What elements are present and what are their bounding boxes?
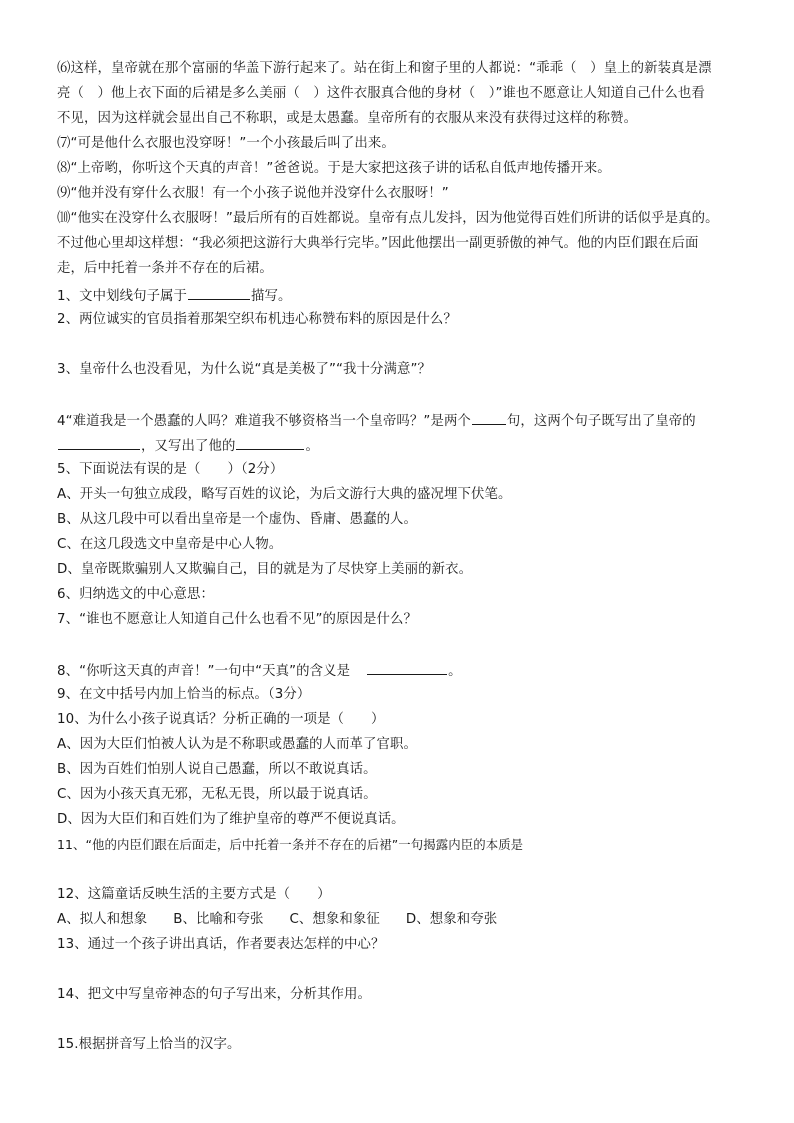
passage-paragraph-6-line-2: 亮（ ）他上衣下面的后裙是多么美丽（ ）这件衣服真合他的身材（ ）”谁也不愿意让人知道自己什么也看 — [57, 86, 705, 101]
passage-paragraph-6-line-3: 不见，因为这样就会显出自己不称职，或是太愚蠢。皇帝所有的衣服从来没有获得过这样的称赞。 — [57, 111, 638, 126]
question-4-blank-sentence-type[interactable] — [472, 411, 506, 425]
question-1-answer-blank[interactable] — [188, 286, 250, 300]
question-7: 7、“谁也不愿意让人知道自己什么也看不见”的原因是什么？ — [57, 612, 417, 627]
passage-paragraph-10-line-1: ⑽“他实在没穿什么衣服呀！”最后所有的百姓都说。皇帝有点儿发抖，因为他觉得百姓们所讲的话似乎是真的。 — [57, 211, 719, 226]
question-12-options — [57, 911, 747, 929]
passage-paragraph-10-line-3: 走，后中托着一条并不存在的后裙。 — [57, 261, 273, 276]
question-15: 15.根据拼音写上恰当的汉字。 — [57, 1037, 241, 1052]
question-5-option-c: C、在这几段选文中皇帝是中心人物。 — [57, 537, 283, 552]
passage-paragraph-8: ⑻“上帝哟，你听这个天真的声音！”爸爸说。于是大家把这孩子讲的话私自低声地传播开来。 — [57, 161, 611, 176]
question-12-option-a: A、拟人和想象 — [57, 912, 148, 927]
question-4-blank-his[interactable] — [236, 436, 304, 450]
question-6: 6、归纳选文的中心意思： — [57, 587, 215, 602]
question-12: 12、这篇童话反映生活的主要方式是（ ） — [57, 887, 331, 902]
question-8-answer-blank[interactable] — [367, 661, 447, 675]
passage-paragraph-9: ⑼“他并没有穿什么衣服！有一个小孩子说他并没穿什么衣服呀！” — [57, 186, 449, 201]
question-4-line-2 — [57, 436, 747, 456]
question-10-option-b: B、因为百姓们怕别人说自己愚蠢，所以不敢说真话。 — [57, 762, 377, 777]
question-4-text-middle: 句，这两个句子既写出了皇帝的 — [506, 414, 696, 429]
passage-paragraph-10-line-2: 不过他心里却这样想：“我必须把这游行大典举行完毕。”因此他摆出一副更骄傲的神气。他的内臣们跟在后面 — [57, 236, 699, 251]
question-1-text-end: 描写。 — [251, 289, 292, 304]
question-4-text-end: 。 — [305, 439, 319, 454]
question-5-option-b: B、从这几段中可以看出皇帝是一个虚伪、昏庸、愚蠢的人。 — [57, 512, 418, 527]
question-10-option-d: D、因为大臣们和百姓们为了维护皇帝的尊严不便说真话。 — [57, 812, 405, 827]
question-3: 3、皇帝什么也没看见，为什么说“真是美极了”“我十分满意”？ — [57, 362, 432, 377]
question-12-option-d: D、想象和夸张 — [405, 912, 498, 927]
question-10-option-c: C、因为小孩天真无邪，无私无畏，所以最于说真话。 — [57, 787, 377, 802]
passage-paragraph-6-line-1: ⑹这样，皇帝就在那个富丽的华盖下游行起来了。站在街上和窗子里的人都说：“乖乖（ ）皇上的新装真是漂 — [57, 61, 712, 76]
question-9: 9、在文中括号内加上恰当的标点。（3分） — [57, 687, 311, 702]
question-5: 5、下面说法有误的是（ ）（2分） — [57, 462, 284, 477]
question-10: 10、为什么小孩子说真话？分析正确的一项是（ ） — [57, 712, 385, 727]
question-4-blank-emperor[interactable] — [58, 436, 140, 450]
question-4-line-1 — [57, 411, 747, 431]
question-4-text-start: 4“难道我是一个愚蠢的人吗？难道我不够资格当一个皇帝吗？”是两个 — [57, 414, 471, 429]
question-5-option-d: D、皇帝既欺骗别人又欺骗自己，目的就是为了尽快穿上美丽的新衣。 — [57, 562, 473, 577]
passage-paragraph-7: ⑺“可是他什么衣服也没穿呀！”一个小孩最后叫了出来。 — [57, 136, 395, 151]
question-2: 2、两位诚实的官员指着那架空织布机违心称赞布料的原因是什么？ — [57, 312, 457, 327]
question-11: 11、“他的内臣们跟在后面走，后中托着一条并不存在的后裙”一句揭露内臣的本质是 — [57, 837, 524, 852]
question-10-option-a: A、因为大臣们怕被人认为是不称职或愚蠢的人而革了官职。 — [57, 737, 418, 752]
question-8-text-start: 8、“你听这天真的声音！”一句中“天真”的含义是 — [57, 664, 351, 679]
question-1 — [57, 286, 747, 306]
question-5-option-a: A、开头一句独立成段，略写百姓的议论，为后文游行大典的盛况埋下伏笔。 — [57, 487, 512, 502]
question-12-option-b: B、比喻和夸张 — [173, 912, 264, 927]
question-8 — [57, 661, 747, 681]
question-8-text-end: 。 — [448, 664, 462, 679]
question-4-text-continue: ，又写出了他的 — [141, 439, 236, 454]
question-12-option-c: C、想象和象征 — [289, 912, 380, 927]
question-1-text-start: 1、文中划线句子属于 — [57, 289, 188, 304]
question-13: 13、通过一个孩子讲出真话，作者要表达怎样的中心？ — [57, 937, 385, 952]
question-14: 14、把文中写皇帝神态的句子写出来，分析其作用。 — [57, 987, 372, 1002]
